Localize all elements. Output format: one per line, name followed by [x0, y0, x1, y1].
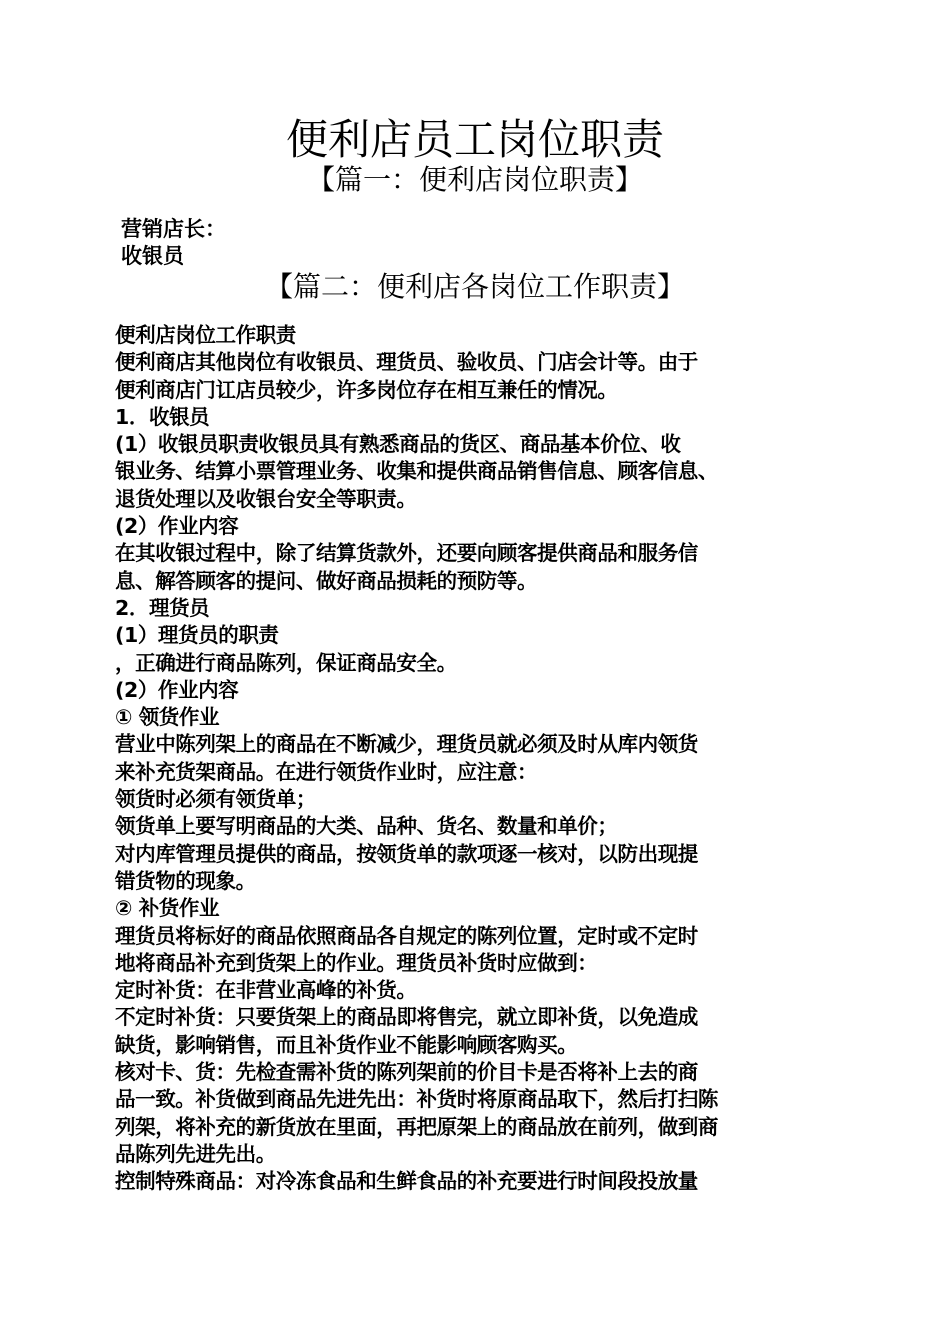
body-line: ，正确进行商品陈列，保证商品安全。 [115, 650, 457, 675]
body-line: (1）收银员职责收银员具有熟悉商品的货区、商品基本价位、收 [115, 432, 681, 457]
body-line: (2）作业内容 [115, 514, 239, 539]
body-line: 错货物的现象。 [115, 868, 256, 893]
body-line: 列架，将补充的新货放在里面，再把原架上的商品放在前列，做到商 [115, 1114, 718, 1139]
body-line: 营业中陈列架上的商品在不断减少，理货员就必须及时从库内领货 [115, 732, 698, 757]
body-line: ② 补货作业 [115, 896, 220, 921]
body-line: 在其收银过程中，除了结算货款外，还要向顾客提供商品和服务信 [115, 541, 698, 566]
body-line: 2．理货员 [115, 595, 210, 620]
body-line: 领货时必须有领货单； [115, 787, 316, 812]
body-line: 定时补货：在非营业高峰的补货。 [115, 978, 417, 1003]
body-line: 理货员将标好的商品依照商品各自规定的陈列位置，定时或不定时 [115, 923, 698, 948]
role-label-store-manager: 营销店长： [121, 217, 226, 241]
body-line: 退货处理以及收银台安全等职责。 [115, 486, 417, 511]
body-line: 核对卡、货：先检查需补货的陈列架前的价目卡是否将补上去的商 [115, 1060, 698, 1085]
body-line: 控制特殊商品：对冷冻食品和生鲜食品的补充要进行时间段投放量 [115, 1169, 698, 1194]
body-line: 缺货，影响销售，而且补货作业不能影响顾客购买。 [115, 1032, 578, 1057]
body-line: 来补充货架商品。在进行领货作业时，应注意： [115, 759, 538, 784]
body-line: 对内库管理员提供的商品，按领货单的款项逐一核对，以防出现提 [115, 841, 698, 866]
body-line: 品陈列先进先出。 [115, 1141, 276, 1166]
body-line: 品一致。补货做到商品先进先出：补货时将原商品取下，然后打扫陈 [115, 1087, 718, 1112]
body-line: 便利商店门讧店员较少，许多岗位存在相互兼任的情况。 [115, 377, 618, 402]
body-line: 不定时补货：只要货架上的商品即将售完，就立即补货，以免造成 [115, 1005, 698, 1030]
body-line: ① 领货作业 [115, 705, 220, 730]
body-line: (1）理货员的职责 [115, 623, 279, 648]
body-line: 便利商店其他岗位有收银员、理货员、验收员、门店会计等。由于 [115, 350, 698, 375]
body-line: (2）作业内容 [115, 677, 239, 702]
body-line: 息、解答顾客的提问、做好商品损耗的预防等。 [115, 568, 538, 593]
section-heading-1: 【篇一：便利店岗位职责】 [306, 163, 643, 196]
role-label-cashier: 收银员 [121, 244, 184, 268]
body-line: 1．收银员 [115, 404, 210, 429]
body-line: 地将商品补充到货架上的作业。理货员补货时应做到： [115, 950, 598, 975]
body-line: 便利店岗位工作职责 [115, 323, 296, 347]
document-title: 便利店员工岗位职责 [285, 115, 664, 164]
body-line: 银业务、结算小票管理业务、收集和提供商品销售信息、顾客信息、 [115, 459, 718, 484]
body-text [115, 322, 835, 1196]
section-heading-2: 【篇二：便利店各岗位工作职责】 [264, 270, 685, 303]
body-line: 领货单上要写明商品的大类、品种、货名、数量和单价； [115, 814, 618, 839]
